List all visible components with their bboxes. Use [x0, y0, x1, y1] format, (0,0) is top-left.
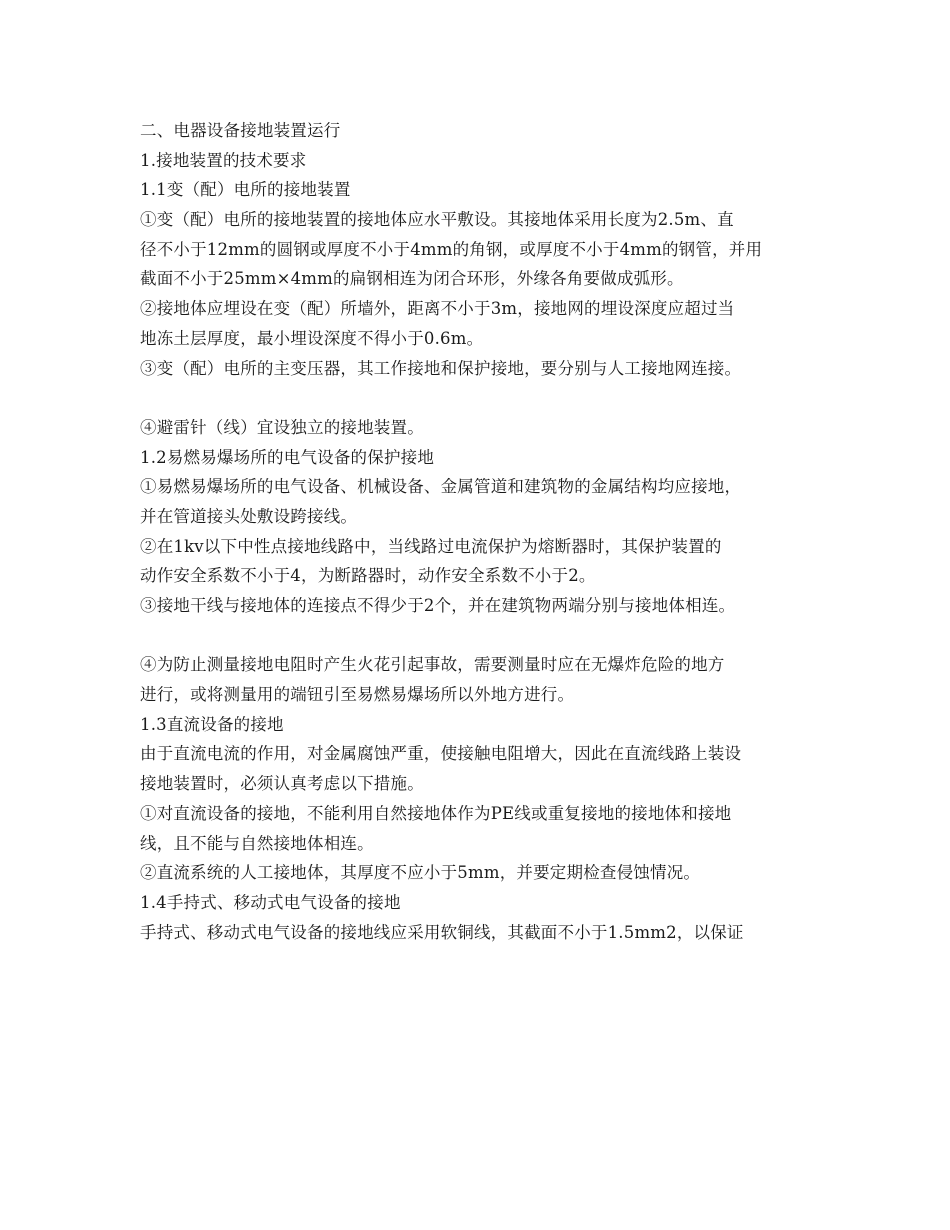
- blank-line: [140, 621, 830, 651]
- paragraph-line: 手持式、移动式电气设备的接地线应采用软铜线，其截面不小于1.5mm2，以保证: [140, 922, 744, 942]
- paragraph-line: 进行，或将测量用的端钮引至易燃易爆场所以外地方进行。: [140, 685, 575, 705]
- document-body: [140, 116, 830, 947]
- paragraph-line: ①变（配）电所的接地装置的接地体应水平敷设。其接地体采用长度为2.5m、直: [140, 210, 734, 230]
- subsection-heading: 1.4手持式、移动式电气设备的接地: [140, 892, 401, 912]
- paragraph-line: ②直流系统的人工接地体，其厚度不应小于5mm，并要定期检查侵蚀情况。: [140, 863, 701, 883]
- paragraph-line: 地冻土层厚度，最小埋设深度不得小于0.6m。: [140, 328, 484, 348]
- subsection-heading: 1.3直流设备的接地: [140, 714, 284, 734]
- paragraph-line: 动作安全系数不小于4，为断路器时，动作安全系数不小于2。: [140, 566, 596, 586]
- subsection-heading: 1.1变（配）电所的接地装置: [140, 180, 351, 200]
- paragraph-line: ②在1kv以下中性点接地线路中，当线路过电流保护为熔断器时，其保护装置的: [140, 536, 722, 556]
- paragraph-line: ③变（配）电所的主变压器，其工作接地和保护接地，要分别与人工接地网连接。: [140, 358, 742, 378]
- paragraph-line: ①易燃易爆场所的电气设备、机械设备、金属管道和建筑物的金属结构均应接地，: [140, 477, 742, 497]
- paragraph-line: ②接地体应埋设在变（配）所墙外，距离不小于3m，接地网的埋设深度应超过当: [140, 299, 735, 319]
- paragraph-line: 接地装置时，必须认真考虑以下措施。: [140, 774, 424, 794]
- paragraph-line: 径不小于12mm的圆钢或厚度不小于4mm的角钢，或厚度不小于4mm的钢管，并用: [140, 239, 763, 259]
- paragraph-line: 截面不小于25mm×4mm的扁钢相连为闭合环形，外缘各角要做成弧形。: [140, 269, 684, 289]
- blank-line: [140, 383, 830, 413]
- paragraph-line: ④为防止测量接地电阻时产生火花引起事故，需要测量时应在无爆炸危险的地方: [140, 655, 725, 675]
- subsection-heading: 1.2易燃易爆场所的电气设备的保护接地: [140, 447, 435, 467]
- paragraph-line: ①对直流设备的接地，不能利用自然接地体作为PE线或重复接地的接地体和接地: [140, 803, 732, 823]
- section-heading: 二、电器设备接地装置运行: [140, 121, 341, 140]
- paragraph-line: ④避雷针（线）宜设独立的接地装置。: [140, 417, 424, 437]
- subsection-heading: 1.接地装置的技术要求: [140, 150, 307, 170]
- paragraph-line: 由于直流电流的作用，对金属腐蚀严重，使接触电阻增大，因此在直流线路上装设: [140, 744, 742, 764]
- paragraph-line: ③接地干线与接地体的连接点不得少于2个，并在建筑物两端分别与接地体相连。: [140, 596, 736, 615]
- paragraph-line: 并在管道接头处敷设跨接线。: [140, 506, 358, 526]
- paragraph-line: 线，且不能与自然接地体相连。: [140, 833, 374, 853]
